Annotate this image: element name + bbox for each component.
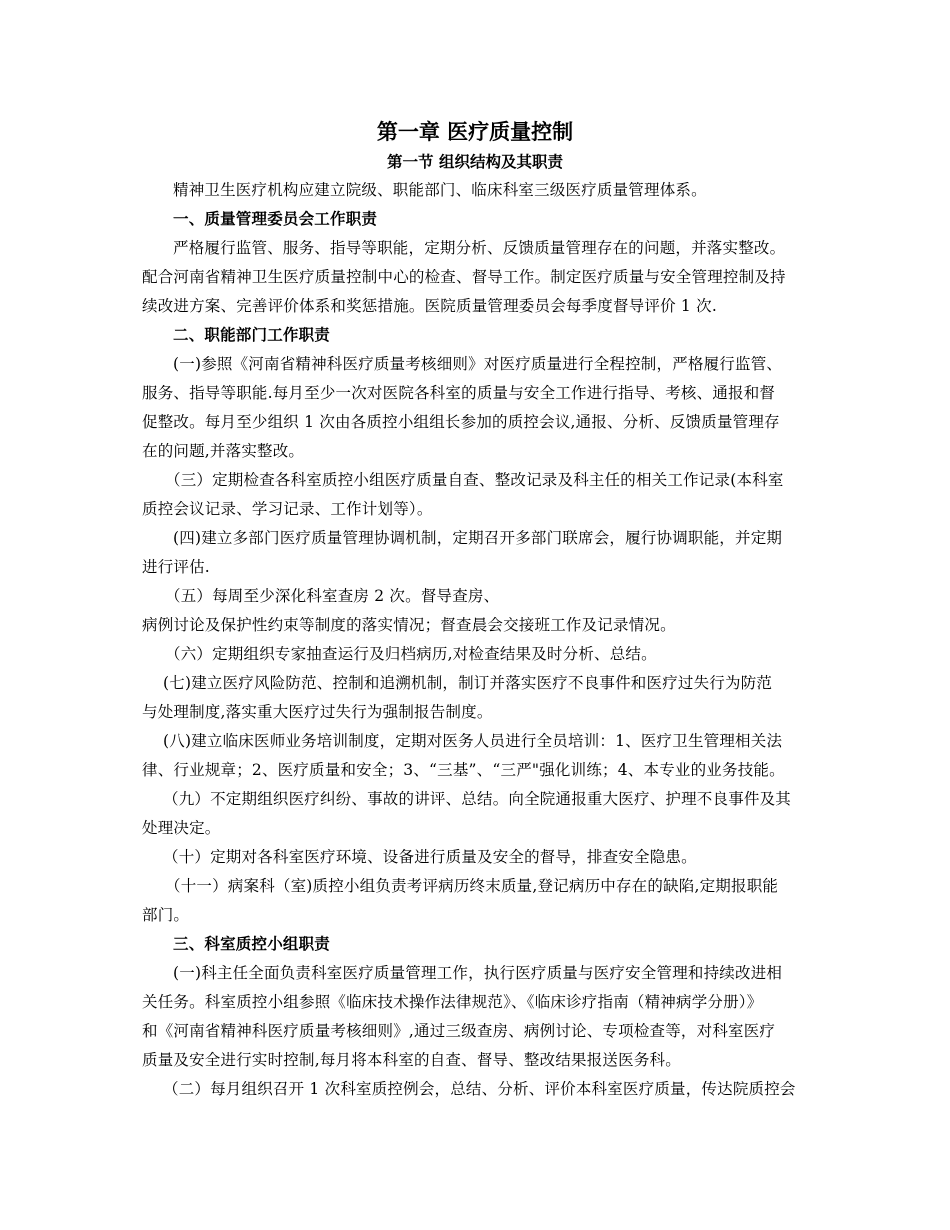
paragraph-line: 质控会议记录、学习记录、工作计划等）。 (142, 500, 433, 518)
paragraph-line: (四)建立多部门医疗质量管理协调机制，定期召开多部门联席会，履行协调职能，并定期 (173, 529, 783, 547)
intro-paragraph: 精神卫生医疗机构应建立院级、职能部门、临床科室三级医疗质量管理体系。 (173, 181, 707, 199)
paragraph-line: 在的问题,并落实整改。 (142, 442, 305, 460)
paragraph-line: （三）定期检查各科室质控小组医疗质量自查、整改记录及科主任的相关工作记录(本科室 (165, 471, 784, 489)
paragraph-line: (一)参照《河南省精神科医疗质量考核细则》对医疗质量进行全程控制，严格履行监管、 (173, 355, 783, 373)
paragraph-line: 服务、指导等职能.每月至少一次对医院各科室的质量与安全工作进行指导、考核、通报和督 (142, 384, 776, 402)
paragraph-line: （五）每周至少深化科室查房 2 次。督导查房、 (165, 587, 500, 605)
paragraph-line: (八)建立临床医师业务培训制度，定期对医务人员进行全员培训：1、医疗卫生管理相关法 (163, 732, 783, 750)
paragraph-line: (一)科主任全面负责科室医疗质量管理工作，执行医疗质量与医疗安全管理和持续改进相 (173, 964, 783, 982)
heading-department-qc-duties: 三、科室质控小组职责 (173, 935, 331, 953)
paragraph-line: 配合河南省精神卫生医疗质量控制中心的检查、督导工作。制定医疗质量与安全管理控制及持 (142, 268, 786, 286)
paragraph-line: （二）每月组织召开 1 次科室质控例会，总结、分析、评价本科室医疗质量，传达院质控会 (163, 1080, 796, 1098)
heading-committee-duties: 一、质量管理委员会工作职责 (173, 210, 378, 228)
paragraph-line: 和《河南省精神科医疗质量考核细则》,通过三级查房、病例讨论、专项检查等，对科室医疗 (142, 1022, 776, 1040)
paragraph-line: 律、行业规章；2、医疗质量和安全；3、“三基”、“三严"强化训练；4、本专业的业务技能。 (142, 761, 785, 779)
paragraph-line: (七)建立医疗风险防范、控制和追溯机制，制订并落实医疗不良事件和医疗过失行为防范 (163, 674, 773, 692)
paragraph-line: 严格履行监管、服务、指导等职能，定期分析、反馈质量管理存在的问题，并落实整改。 (173, 239, 786, 257)
paragraph-line: （六）定期组织专家抽查运行及归档病历,对检查结果及时分析、总结。 (165, 645, 657, 663)
paragraph-line: 关任务。科室质控小组参照《临床技术操作法律规范》、《临床诊疗指南（精神病学分册）》 (142, 993, 763, 1011)
paragraph-line: 续改进方案、完善评价体系和奖惩措施。医院质量管理委员会每季度督导评价 1 次. (142, 297, 717, 315)
paragraph-line: 与处理制度,落实重大医疗过失行为强制报告制度。 (142, 703, 493, 721)
paragraph-line: （十）定期对各科室医疗环境、设备进行质量及安全的督导，排查安全隐患。 (163, 848, 697, 866)
paragraph-line: （十一）病案科（室)质控小组负责考评病历终末质量,登记病历中存在的缺陷,定期报职能 (165, 877, 779, 895)
paragraph-line: 促整改。每月至少组织 1 次由各质控小组组长参加的质控会议,通报、分析、反馈质量管理存 (142, 413, 780, 431)
section-title: 第一节 组织结构及其职责 (387, 153, 563, 171)
paragraph-line: 处理决定。 (142, 819, 221, 837)
paragraph-line: 进行评估. (142, 558, 210, 576)
paragraph-line: 部门。 (142, 906, 190, 924)
chapter-title: 第一章 医疗质量控制 (376, 120, 574, 144)
paragraph-line: 病例讨论及保护性约束等制度的落实情况；督查晨会交接班工作及记录情况。 (142, 616, 676, 634)
paragraph-line: 质量及安全进行实时控制,每月将本科室的自查、督导、整改结果报送医务科。 (142, 1051, 681, 1069)
paragraph-line: （九）不定期组织医疗纠纷、事故的讲评、总结。向全院通报重大医疗、护理不良事件及其 (163, 790, 792, 808)
heading-department-duties: 二、职能部门工作职责 (173, 326, 331, 344)
